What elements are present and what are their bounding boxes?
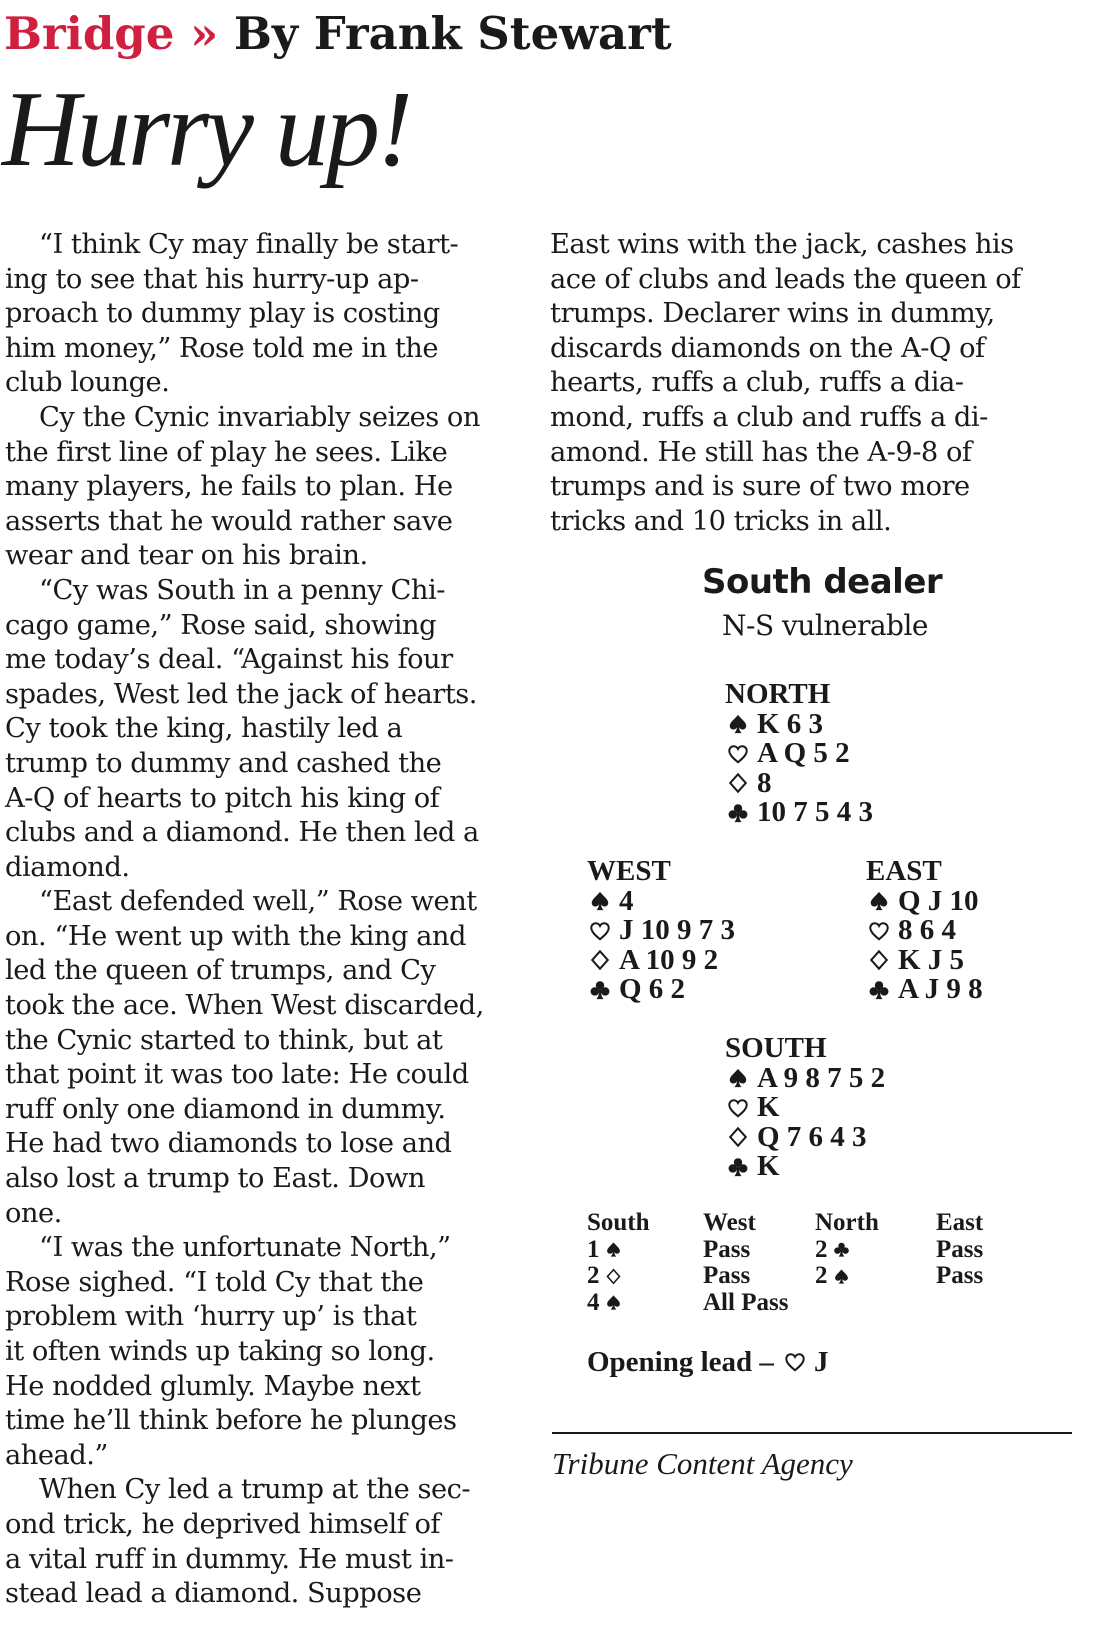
club-icon bbox=[833, 1241, 850, 1258]
article-line: wear and tear on his brain. bbox=[5, 540, 368, 572]
article-line: diamond. bbox=[5, 851, 130, 883]
diamond-icon bbox=[605, 1268, 622, 1285]
article-line: proach to dummy play is costing bbox=[5, 298, 440, 330]
club-icon bbox=[868, 979, 890, 1001]
heart-icon bbox=[589, 920, 611, 942]
byline: By Frank Stewart bbox=[233, 7, 672, 60]
hand-label: WEST bbox=[587, 855, 671, 887]
suit-holding-clubs bbox=[725, 1152, 885, 1182]
article-line: led the queen of trumps, and Cy bbox=[5, 955, 436, 987]
bid-text: All Pass bbox=[703, 1288, 789, 1316]
article-line: asserts that he would rather save bbox=[5, 505, 453, 537]
auction-bid bbox=[703, 1290, 788, 1317]
article-line: spades, West led the jack of hearts. bbox=[5, 678, 477, 710]
hand-label: NORTH bbox=[725, 678, 831, 710]
bid-text: Pass bbox=[936, 1235, 984, 1263]
spade-icon bbox=[833, 1268, 850, 1285]
article-line: club lounge. bbox=[5, 367, 170, 399]
hand-label: SOUTH bbox=[725, 1032, 827, 1064]
article-line: trumps and is sure of two more bbox=[550, 471, 970, 503]
auction-bid bbox=[815, 1237, 879, 1264]
column-header bbox=[4, 4, 672, 64]
article-column-left bbox=[5, 228, 530, 1612]
article-line: also lost a trump to East. Down bbox=[5, 1163, 425, 1195]
cards: K J 5 bbox=[898, 943, 965, 976]
club-icon bbox=[727, 802, 749, 824]
bid-text: 4 bbox=[587, 1288, 600, 1316]
spade-icon bbox=[605, 1294, 622, 1311]
article-line: the first line of play he sees. Like bbox=[5, 436, 448, 468]
bid-text: 2 bbox=[815, 1235, 828, 1263]
article-column-right bbox=[550, 228, 1080, 539]
suit-holding-diamonds bbox=[866, 943, 983, 976]
cards: 8 bbox=[757, 766, 772, 799]
cards: Q 7 6 4 3 bbox=[757, 1120, 867, 1153]
heart-icon bbox=[727, 1097, 749, 1119]
auction-bid bbox=[587, 1290, 650, 1317]
auction-bid bbox=[587, 1237, 650, 1264]
cards: K bbox=[757, 1091, 780, 1123]
headline: Hurry up! bbox=[2, 70, 410, 189]
article-line: hearts, ruffs a club, ruffs a dia- bbox=[550, 367, 964, 399]
auction-col-east bbox=[936, 1210, 983, 1290]
article-line: it often winds up taking so long. bbox=[5, 1336, 435, 1367]
header-separator: » bbox=[190, 7, 219, 60]
article-line: cago game,” Rose said, showing bbox=[5, 609, 437, 641]
article-line: Cy the Cynic invariably seizes on bbox=[39, 401, 480, 433]
article-line: tricks and 10 tricks in all. bbox=[550, 505, 892, 537]
article-line: “East defended well,” Rose went bbox=[39, 886, 477, 918]
article-line: “Cy was South in a penny Chi- bbox=[39, 574, 445, 606]
article-line: a vital ruff in dummy. He must in- bbox=[5, 1543, 454, 1575]
vulnerability: N-S vulnerable bbox=[722, 609, 928, 642]
hand-label: EAST bbox=[866, 855, 942, 887]
article-line: East wins with the jack, cashes his bbox=[550, 229, 1014, 260]
article-line: time he’ll think before he plunges bbox=[5, 1405, 457, 1437]
cards: Q 6 2 bbox=[619, 973, 686, 1005]
cards: 10 7 5 4 3 bbox=[757, 796, 873, 828]
suit-holding-hearts bbox=[866, 916, 983, 946]
bid-text: 2 bbox=[815, 1262, 828, 1289]
cards: 8 6 4 bbox=[898, 914, 956, 946]
opening-lead-card: J bbox=[813, 1346, 829, 1378]
cards: A 9 8 7 5 2 bbox=[757, 1061, 886, 1094]
suit-holding-spades bbox=[866, 884, 983, 917]
article-line: trump to dummy and cashed the bbox=[5, 747, 442, 779]
bid-text: Pass bbox=[936, 1262, 984, 1289]
heart-icon bbox=[784, 1351, 806, 1373]
cards: 4 bbox=[619, 884, 634, 917]
article-line: problem with ‘hurry up’ is that bbox=[5, 1301, 417, 1333]
opening-lead bbox=[587, 1344, 828, 1380]
suit-holding-diamonds bbox=[725, 766, 873, 799]
suit-holding-hearts bbox=[587, 916, 735, 946]
auction-bid bbox=[936, 1263, 983, 1290]
article-line: “I was the unfortunate North,” bbox=[39, 1232, 451, 1264]
article-line: Rose sighed. “I told Cy that the bbox=[5, 1266, 424, 1298]
article-line: A-Q of hearts to pitch his king of bbox=[5, 782, 440, 814]
auction-col-north bbox=[815, 1210, 879, 1290]
article-line: me today’s deal. “Against his four bbox=[5, 644, 453, 676]
article-line: Cy took the king, hastily led a bbox=[5, 713, 403, 745]
cards: Q J 10 bbox=[898, 884, 979, 917]
diamond-icon bbox=[868, 949, 890, 971]
spade-icon bbox=[727, 713, 749, 735]
article-line: He nodded glumly. Maybe next bbox=[5, 1370, 421, 1402]
suit-holding-clubs bbox=[725, 798, 873, 828]
club-icon bbox=[589, 979, 611, 1001]
article-line: ruff only one diamond in dummy. bbox=[5, 1093, 446, 1125]
bid-text: 2 bbox=[587, 1262, 600, 1289]
diamond-icon bbox=[727, 1126, 749, 1148]
auction-col-south bbox=[587, 1210, 650, 1316]
suit-holding-hearts bbox=[725, 739, 873, 769]
auction-header: North bbox=[815, 1209, 879, 1236]
suit-holding-spades bbox=[725, 707, 873, 740]
article-line: ace of clubs and leads the queen of bbox=[550, 263, 1021, 295]
auction-header: East bbox=[936, 1209, 984, 1236]
spade-icon bbox=[727, 1067, 749, 1089]
article-line: him money,” Rose told me in the bbox=[5, 332, 439, 364]
article-line: He had two diamonds to lose and bbox=[5, 1128, 452, 1160]
hand-west bbox=[587, 857, 735, 1005]
auction-bid bbox=[936, 1237, 983, 1264]
bid-text: Pass bbox=[703, 1235, 751, 1263]
suit-holding-diamonds bbox=[725, 1120, 885, 1153]
suit-holding-spades bbox=[725, 1061, 886, 1094]
suit-holding-spades bbox=[587, 884, 735, 917]
dealer-heading: South dealer bbox=[702, 562, 943, 602]
diamond-icon bbox=[727, 772, 749, 794]
column-kicker: Bridge bbox=[4, 7, 175, 60]
club-icon bbox=[727, 1156, 749, 1178]
suit-holding-hearts bbox=[725, 1093, 885, 1123]
opening-lead-label: Opening lead – bbox=[587, 1346, 774, 1378]
article-line: ing to see that his hurry-up ap- bbox=[5, 263, 419, 295]
suit-holding-clubs bbox=[866, 975, 983, 1005]
article-line: that point it was too late: He could bbox=[5, 1059, 469, 1091]
article-line: stead lead a diamond. Suppose bbox=[5, 1578, 422, 1610]
hand-east bbox=[866, 857, 983, 1005]
bid-text: 1 bbox=[587, 1235, 600, 1263]
article-line: ahead.” bbox=[5, 1439, 108, 1471]
article-line: “I think Cy may finally be start- bbox=[39, 229, 459, 260]
hand-south bbox=[725, 1034, 885, 1182]
heart-icon bbox=[727, 743, 749, 765]
article-line: When Cy led a trump at the sec- bbox=[39, 1474, 471, 1506]
article-line: clubs and a diamond. He then led a bbox=[5, 817, 479, 849]
cards: K 6 3 bbox=[757, 707, 824, 740]
diamond-icon bbox=[589, 949, 611, 971]
article-line: mond, ruffs a club and ruffs a di- bbox=[550, 401, 988, 433]
bid-text: Pass bbox=[703, 1262, 751, 1289]
article-line: trumps. Declarer wins in dummy, bbox=[550, 298, 995, 330]
article-line: on. “He went up with the king and bbox=[5, 920, 466, 952]
article-line: amond. He still has the A-9-8 of bbox=[550, 436, 972, 468]
auction-bid bbox=[703, 1237, 788, 1264]
article-line: took the ace. When West discarded, bbox=[5, 990, 484, 1022]
cards: K bbox=[757, 1150, 780, 1182]
article-line: discards diamonds on the A-Q of bbox=[550, 332, 985, 364]
hand-north bbox=[725, 680, 873, 828]
divider-rule bbox=[552, 1432, 1072, 1434]
article-line: one. bbox=[5, 1197, 62, 1229]
heart-icon bbox=[868, 920, 890, 942]
article-line: ond trick, he deprived himself of bbox=[5, 1508, 441, 1540]
auction-header: South bbox=[587, 1209, 650, 1236]
cards: A J 9 8 bbox=[898, 973, 983, 1005]
cards: J 10 9 7 3 bbox=[619, 914, 735, 946]
auction-bid bbox=[587, 1263, 650, 1290]
cards: A Q 5 2 bbox=[757, 737, 850, 769]
auction-col-west bbox=[703, 1210, 788, 1316]
spade-icon bbox=[589, 890, 611, 912]
spade-icon bbox=[605, 1241, 622, 1258]
credit-line: Tribune Content Agency bbox=[552, 1446, 853, 1481]
auction-bid bbox=[703, 1263, 788, 1290]
article-line: many players, he fails to plan. He bbox=[5, 471, 453, 503]
cards: A 10 9 2 bbox=[619, 943, 719, 976]
spade-icon bbox=[868, 890, 890, 912]
auction-header: West bbox=[703, 1209, 756, 1236]
article-line: the Cynic started to think, but at bbox=[5, 1024, 443, 1056]
suit-holding-clubs bbox=[587, 975, 735, 1005]
suit-holding-diamonds bbox=[587, 943, 735, 976]
auction-bid bbox=[815, 1263, 879, 1290]
